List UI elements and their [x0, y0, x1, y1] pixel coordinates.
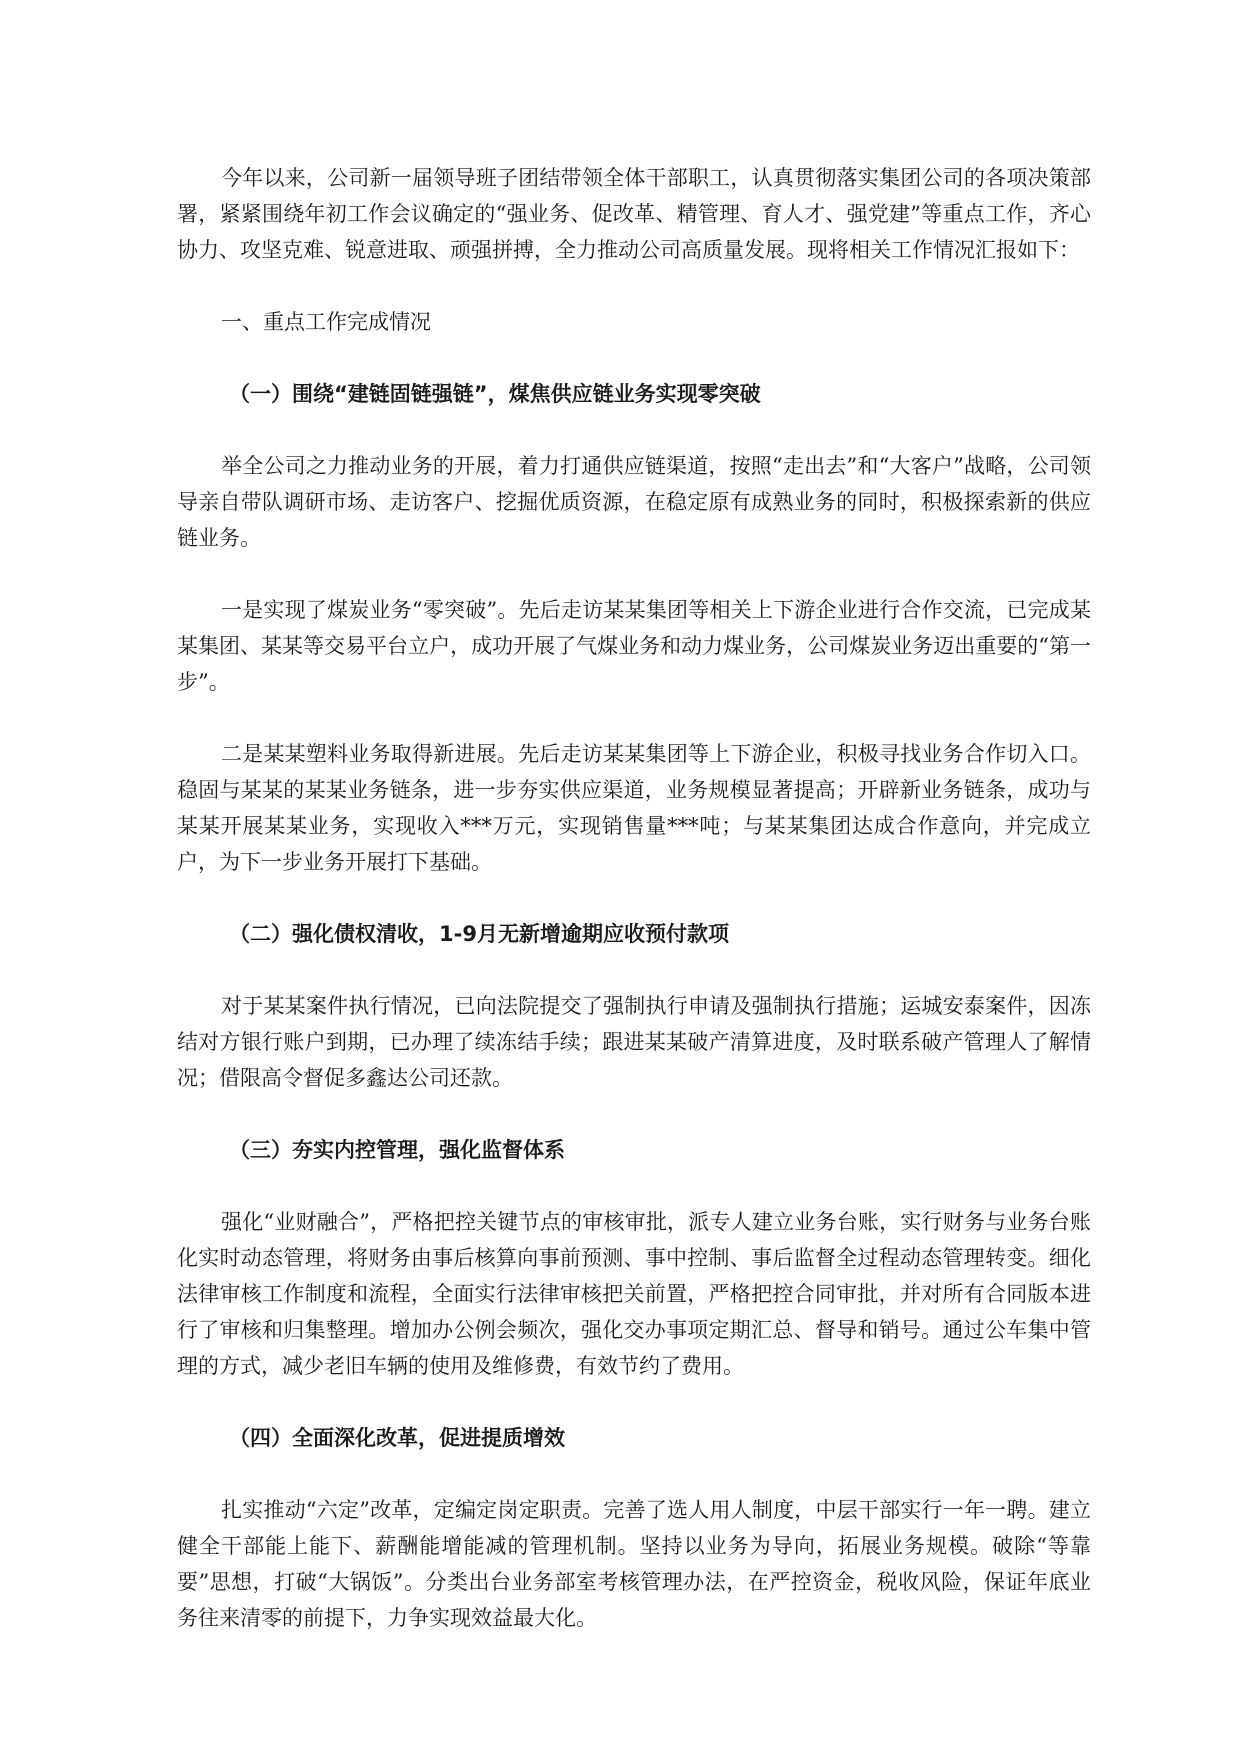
intro-paragraph: 今年以来，公司新一届领导班子团结带领全体干部职工，认真贯彻落实集团公司的各项决策部署，紧紧围绕年初工作会议确定的“强业务、促改革、精管理、育人才、强党建”等重点工作，齐心协力、攻坚克难、锐意进取、顽强拼搏，全力推动公司高质量发展。现将相关工作情况汇报如下：	[177, 166, 1091, 262]
subheading-3: （三）夯实内控管理，强化监督体系	[229, 1138, 565, 1162]
paragraph-internal-control: 强化“业财融合”，严格把控关键节点的审核审批，派专人建立业务台账，实行财务与业务台账化实时动态管理，将财务由事后核算向事前预测、事中控制、事后监督全过程动态管理转变。细化法律审核工作制度和流程，全面实行法律审核把关前置，严格把控合同审批，并对所有合同版本进行了审核和归集整理。增加办公例会频次，强化交办事项定期汇总、督导和销号。通过公车集中管理的方式，减少老旧车辆的使用及维修费，有效节约了费用。	[177, 1210, 1091, 1378]
paragraph-debt-collection: 对于某某案件执行情况，已向法院提交了强制执行申请及强制执行措施；运城安泰案件，因冻结对方银行账户到期，已办理了续冻结手续；跟进某某破产清算进度，及时联系破产管理人了解情况；借限高令督促多鑫达公司还款。	[177, 994, 1091, 1090]
document-body	[177, 160, 1091, 1672]
section-heading-1: 一、重点工作完成情况	[221, 310, 431, 334]
paragraph-supply-chain: 举全公司之力推动业务的开展，着力打通供应链渠道，按照“走出去”和“大客户”战略，公司领导亲自带队调研市场、走访客户、挖掘优质资源，在稳定原有成熟业务的同时，积极探索新的供应链业务。	[177, 454, 1091, 550]
paragraph-plastics-business: 二是某某塑料业务取得新进展。先后走访某某集团等上下游企业，积极寻找业务合作切入口。稳固与某某的某某业务链条，进一步夯实供应渠道，业务规模显著提高；开辟新业务链条，成功与某某开展某某业务，实现收入***万元，实现销售量***吨；与某某集团达成合作意向，并完成立户，为下一步业务开展打下基础。	[177, 742, 1091, 874]
subheading-1: （一）围绕“建链固链强链”，煤焦供应链业务实现零突破	[229, 382, 761, 406]
subheading-2: （二）强化债权清收，1-9月无新增逾期应收预付款项	[229, 922, 729, 946]
paragraph-coal-business: 一是实现了煤炭业务“零突破”。先后走访某某集团等相关上下游企业进行合作交流，已完成某某集团、某某等交易平台立户，成功开展了气煤业务和动力煤业务，公司煤炭业务迈出重要的“第一步”。	[177, 598, 1091, 694]
paragraph-reform: 扎实推动“六定”改革，定编定岗定职责。完善了选人用人制度，中层干部实行一年一聘。建立健全干部能上能下、薪酬能增能减的管理机制。坚持以业务为导向，拓展业务规模。破除“等靠要”思想，打破“大锅饭”。分类出台业务部室考核管理办法，在严控资金，税收风险，保证年底业务往来清零的前提下，力争实现效益最大化。	[177, 1498, 1091, 1630]
subheading-4: （四）全面深化改革，促进提质增效	[229, 1426, 565, 1450]
